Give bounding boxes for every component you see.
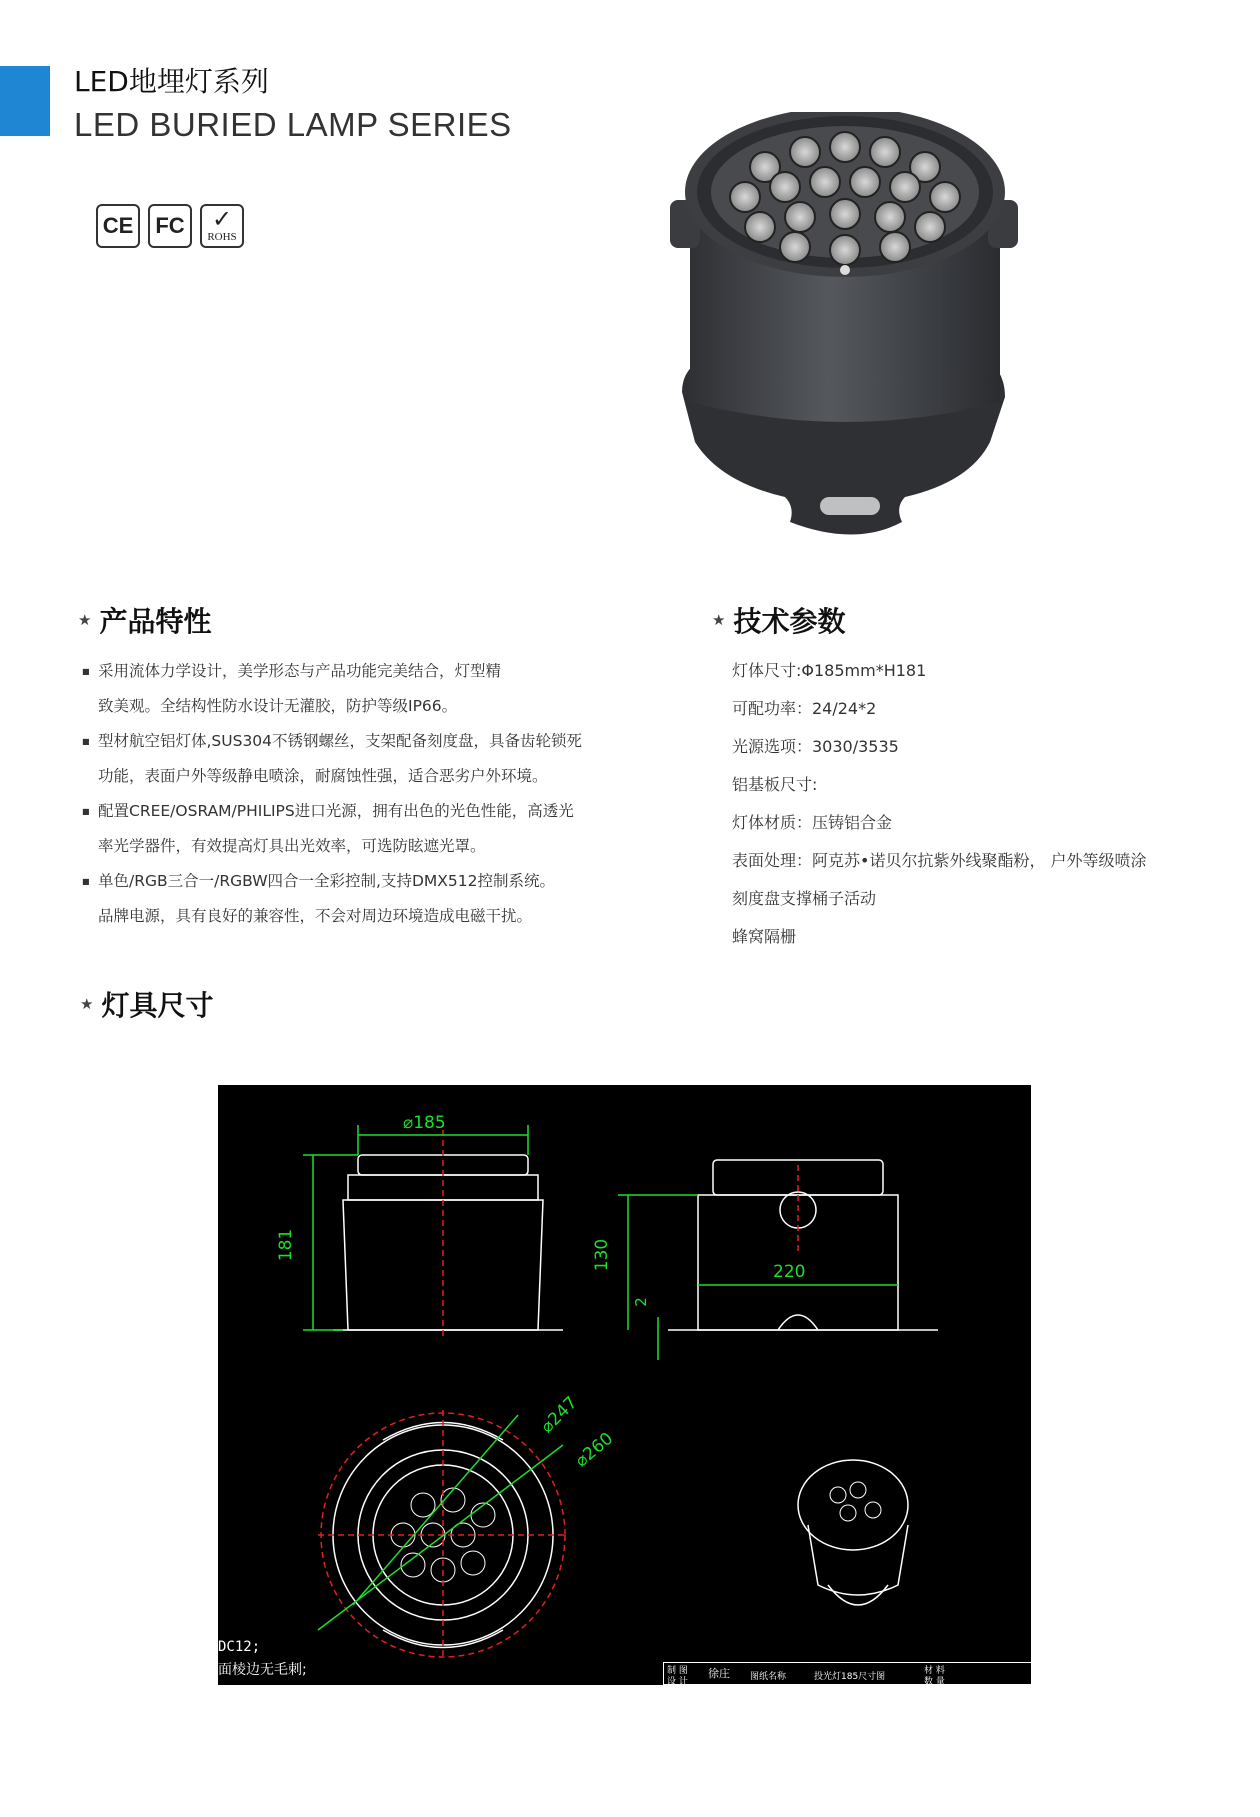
title-block-field: 图纸名称	[750, 1672, 787, 1682]
drawing-note-1: DC12;	[218, 1639, 261, 1655]
features-heading: ★ 产品特性	[78, 605, 212, 638]
dim-d260: ⌀260	[571, 1428, 618, 1472]
spec-item: 光源选项：3030/3535	[732, 737, 899, 756]
dim-height: 181	[276, 1228, 297, 1262]
spec-item: 可配功率：24/24*2	[732, 699, 877, 718]
title-block	[663, 1662, 1031, 1685]
ce-mark-icon: CE	[96, 204, 140, 248]
list-item: ■ 单色/RGB三合一/RGBW四合一全彩控制,支持DMX512控制系统。 品牌电源，具有良好的兼容性，不会对周边环境造成电磁干扰。	[82, 864, 642, 934]
dimensions-heading: ★ 灯具尺寸	[80, 989, 214, 1022]
dim-small: 2	[631, 1297, 650, 1307]
rohs-check-icon: ✓ ROHS	[200, 204, 244, 248]
title-block-name: 徐庄	[708, 1667, 730, 1680]
star-icon: ★	[78, 611, 92, 629]
page-title-cn: LED地埋灯系列	[74, 65, 269, 98]
specs-heading: ★ 技术参数	[712, 605, 846, 638]
page-title-en: LED BURIED LAMP SERIES	[74, 106, 512, 143]
title-block-qty: 数 量	[924, 1677, 945, 1687]
spec-item: 灯体尺寸:Φ185mm*H181	[732, 661, 927, 680]
specs-list	[732, 652, 1232, 956]
spec-item: 蜂窝隔栅	[732, 927, 797, 946]
dim-d247: ⌀247	[537, 1392, 582, 1438]
spec-item: 铝基板尺寸:	[732, 775, 818, 794]
fcc-mark-icon: FC	[148, 204, 192, 248]
star-icon: ★	[712, 611, 726, 629]
title-block-title: 投光灯185尺寸图	[814, 1672, 886, 1682]
spec-item: 刻度盘支撑桶子活动	[732, 889, 877, 908]
title-block-label-draw: 制 图	[667, 1666, 688, 1676]
spec-item: 灯体材质：压铸铝合金	[732, 813, 893, 832]
header-accent-bar	[0, 66, 50, 136]
list-item: ■ 采用流体力学设计，美学形态与产品功能完美结合，灯型精 致美观。全结构性防水设计无灌胶，防护等级IP66。	[82, 654, 642, 724]
dimension-drawing	[218, 1085, 1031, 1685]
spec-item: 表面处理：阿克苏•诺贝尔抗紫外线聚酯粉， 户外等级喷涂	[732, 851, 1147, 870]
certification-badges	[96, 204, 244, 248]
features-list	[82, 654, 642, 934]
product-image	[670, 112, 1020, 542]
dim-width: 220	[773, 1262, 806, 1282]
title-block-material: 材 料	[924, 1666, 945, 1676]
list-item: ■ 配置CREE/OSRAM/PHILIPS进口光源，拥有出色的光色性能，高透光 率光学器件，有效提高灯具出光效率，可选防眩遮光罩。	[82, 794, 642, 864]
drawing-note-2: 面棱边无毛刺;	[218, 1662, 307, 1678]
dim-diameter: ⌀185	[403, 1113, 446, 1133]
list-item: ■ 型材航空铝灯体,SUS304不锈钢螺丝，支架配备刻度盘，具备齿轮锁死 功能，表面户外等级静电喷涂，耐腐蚀性强，适合恶劣户外环境。	[82, 724, 642, 794]
star-icon: ★	[80, 995, 94, 1013]
title-block-label-design: 设 计	[667, 1677, 688, 1687]
dim-side-height: 130	[592, 1238, 613, 1272]
